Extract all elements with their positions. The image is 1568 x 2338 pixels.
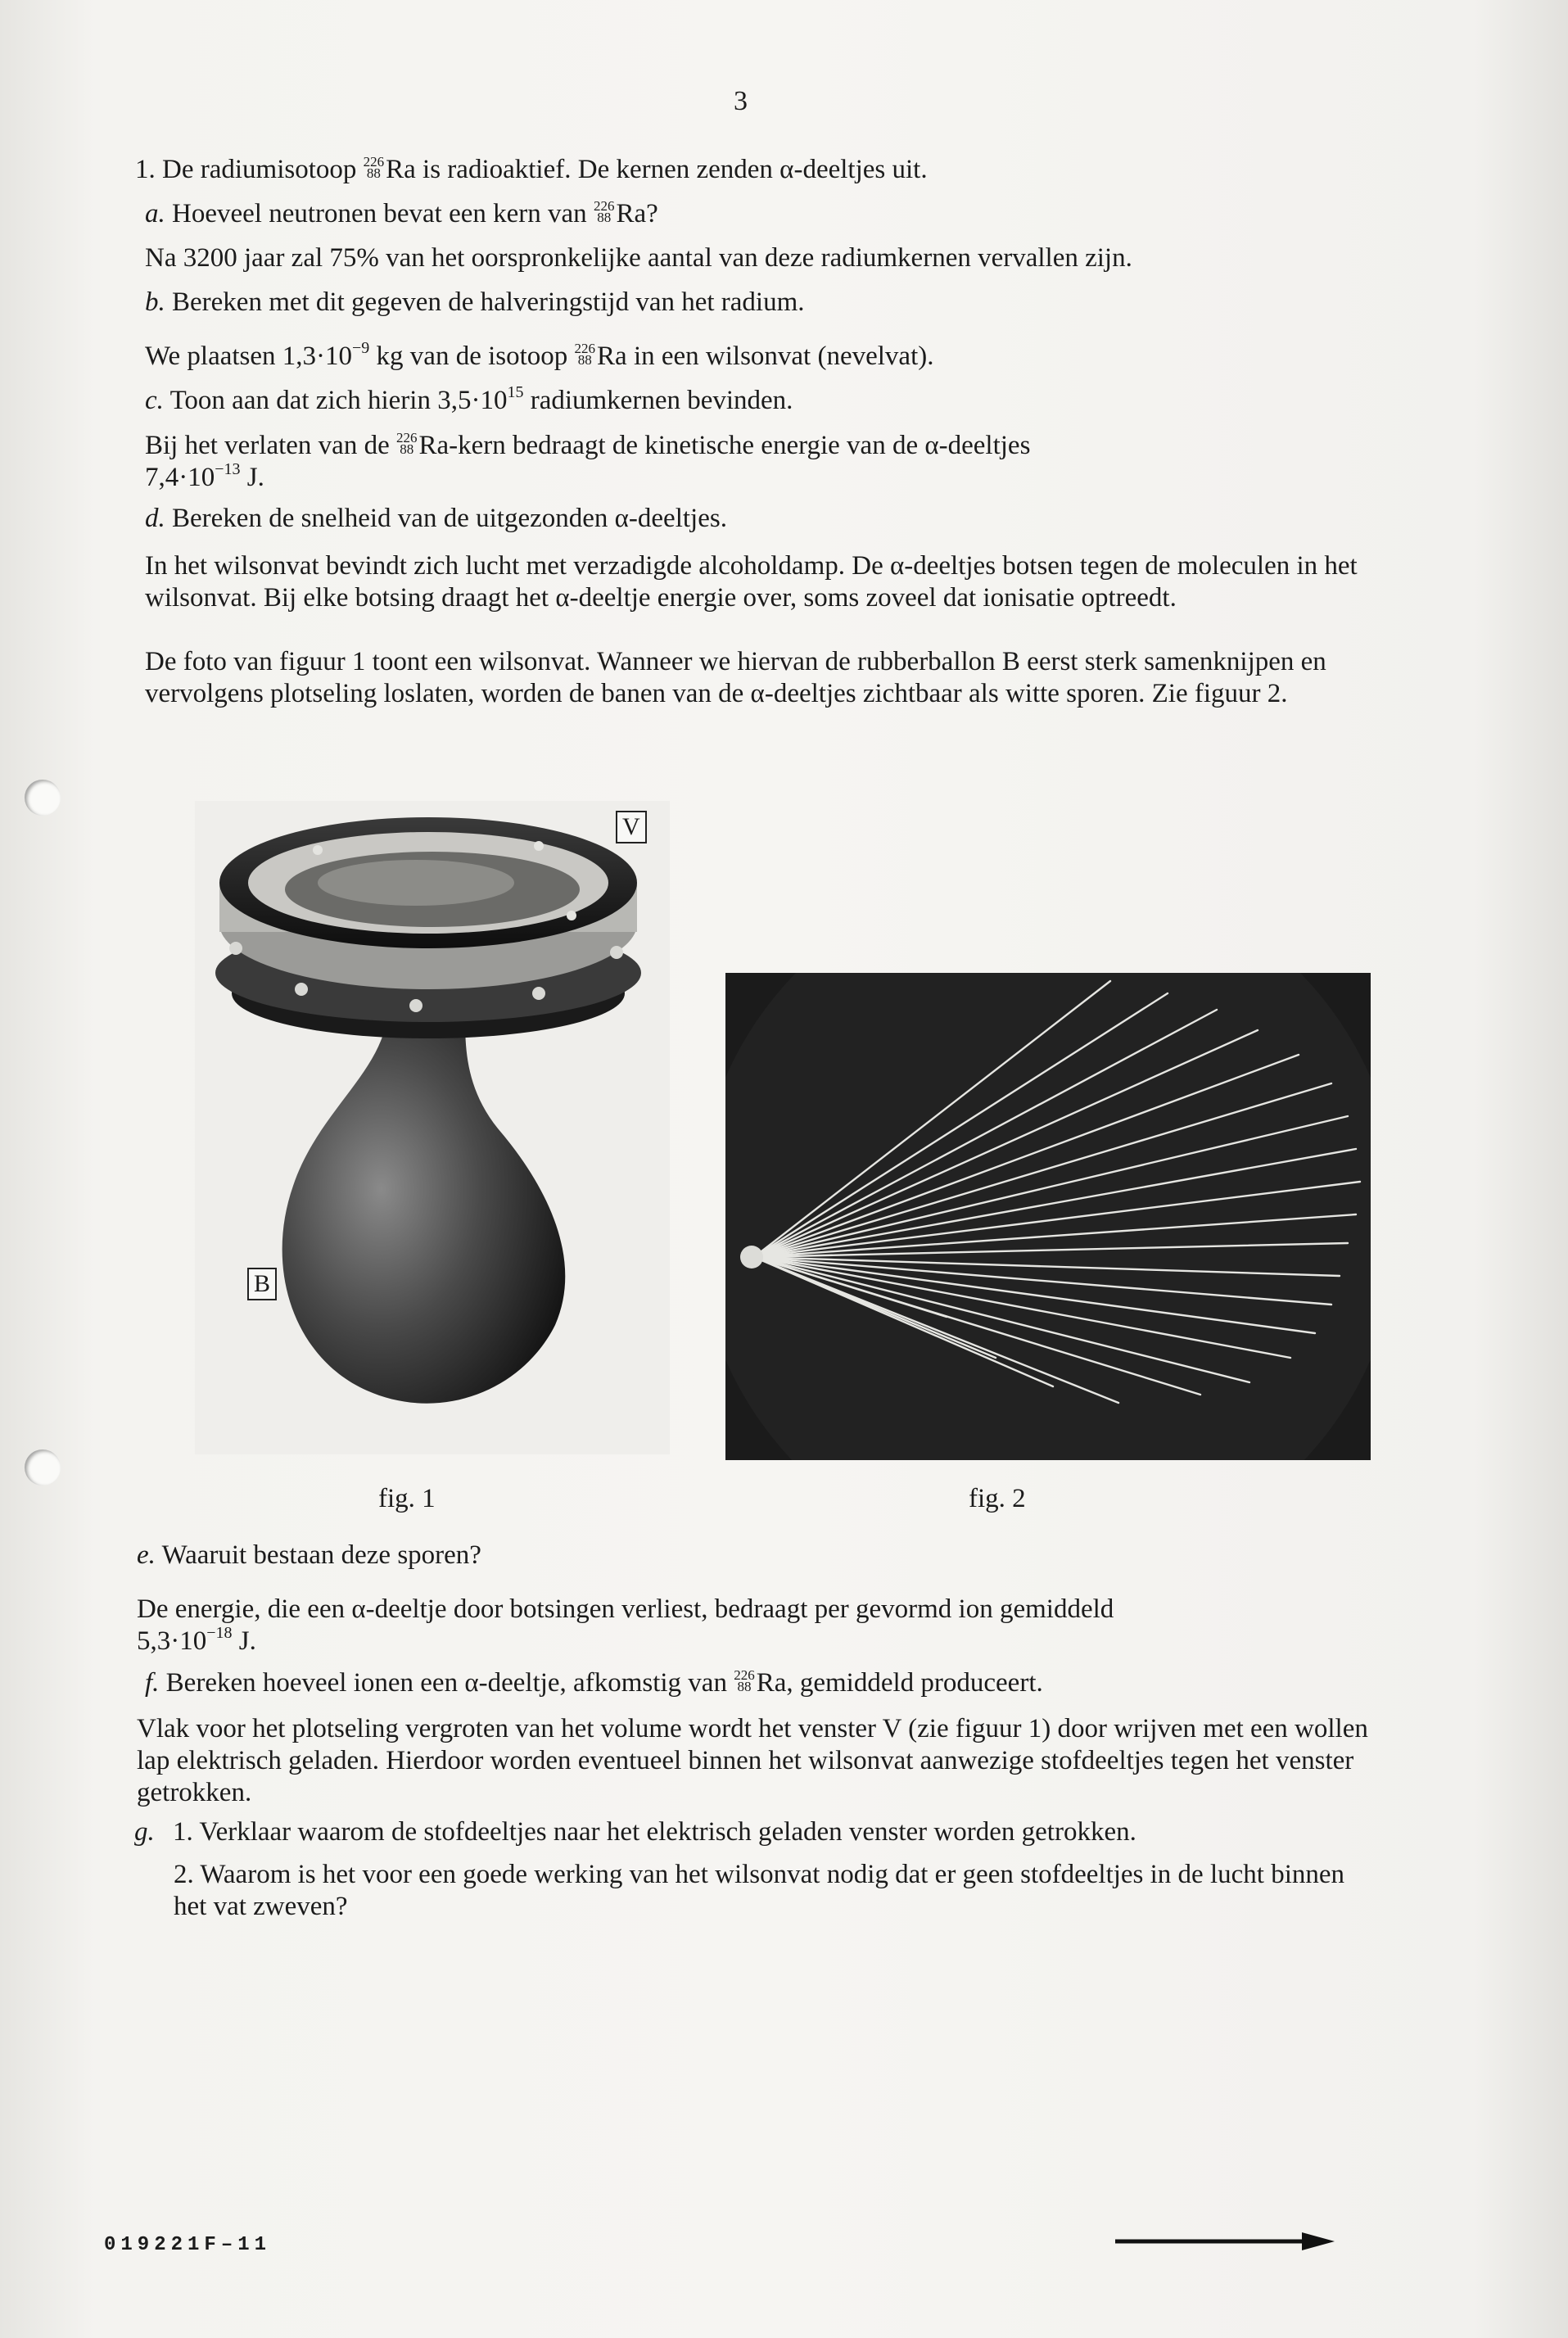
sub-label: a.: [145, 199, 165, 228]
balloon-label: B: [247, 1268, 277, 1300]
energy-info: Bij het verlaten van de 226 88 Ra-kern bedraagt de kinetische energie van de α-deeltjes $7,4\cdot 10^{-13}$ J.: [145, 430, 1031, 492]
figure-1-caption: fig. 1: [378, 1484, 436, 1513]
question-text: Hoeveel neutronen bevat een kern van: [172, 199, 594, 228]
question-b: [145, 287, 1390, 319]
intro-text-tail: Ra is radioaktief. De kernen zenden α-deeltjes uit.: [386, 155, 928, 184]
sub-label: f.: [145, 1668, 160, 1698]
punch-hole: [25, 1449, 61, 1486]
question-text: Waarom is het voor een goede werking van het wilsonvat nodig dat er geen stofdeeltjes in de lucht binnen het vat zweven?: [174, 1860, 1345, 1921]
mass-info: We plaatsen $1,3\cdot 10^{-9}$ kg van de isotoop 226 88 Ra in een wilsonvat (nevelvat).: [145, 339, 934, 371]
question-intro: [135, 154, 1380, 186]
footer-code: 019221F–11: [104, 2234, 272, 2256]
intro-text: De radiumisotoop: [162, 155, 364, 184]
figure-2-photo: [725, 973, 1371, 1460]
isotope-notation: 226 88: [574, 341, 596, 369]
question-text: Bereken de snelheid van de uitgezonden α-deeltjes.: [172, 504, 727, 533]
alpha-tracks-illustration: [725, 973, 1371, 1460]
sub-label: g.: [134, 1817, 155, 1847]
page-number: 3: [734, 86, 748, 116]
paragraph-foto: De foto van figuur 1 toont een wilsonvat. Wanneer we hiervan de rubberballon B eerst sterk samenknijpen en vervolgens plotseling loslaten, worden de banen van de α-deeltjes zichtbaar als witte sporen. Zie figuur 2.: [145, 647, 1326, 708]
question-f: f. Bereken hoeveel ionen een α-deeltje, afkomstig van 226 88 Ra, gemiddeld produceert.: [145, 1667, 1043, 1698]
window-label: V: [616, 811, 647, 843]
isotope-notation: 226 88: [593, 198, 615, 226]
sub-label: e.: [137, 1540, 156, 1570]
question-g1: g. 1. Verklaar waarom de stofdeeltjes naar het elektrisch geladen venster worden getrokken.: [134, 1817, 1136, 1847]
question-text: Bereken met dit gegeven de halveringstijd van het radium.: [172, 287, 805, 317]
right-arrow-icon: [1115, 2229, 1336, 2254]
punch-hole: [25, 780, 61, 816]
question-text: Verklaar waarom de stofdeeltjes naar het elektrisch geladen venster worden getrokken.: [199, 1817, 1136, 1847]
question-number: 1.: [135, 155, 156, 184]
figure-2-caption: fig. 2: [969, 1484, 1026, 1513]
sub-label: d.: [145, 504, 165, 533]
question-e: [137, 1540, 1381, 1571]
figure-1-photo: [195, 801, 670, 1454]
paragraph-wilson: In het wilsonvat bevindt zich lucht met verzadigde alcoholdamp. De α-deeltjes botsen tegen de moleculen in het wilsonvat. Bij elke botsing draagt het α-deeltje energie over, soms zoveel dat ionisatie optreedt.: [145, 551, 1358, 613]
cloud-chamber-illustration: [195, 801, 670, 1454]
sub-label: c.: [145, 386, 164, 415]
question-d: [145, 503, 1390, 535]
decay-info: Na 3200 jaar zal 75% van het oorspronkelijke aantal van deze radiumkernen vervallen zijn.: [145, 243, 1132, 273]
isotope-notation: 226 88: [734, 1667, 755, 1695]
ion-energy-info: De energie, die een α-deeltje door botsingen verliest, bedraagt per gevormd ion gemiddeld $5,3\cdot 10^{-18}$ J.: [137, 1594, 1114, 1656]
paragraph-venster: Vlak voor het plotseling vergroten van het volume wordt het venster V (zie figuur 1) door wrijven met een wollen lap elektrisch geladen. Hierdoor worden eventueel binnen het wilsonvat aanwezige stofdeeltjes tegen het venster getrokken.: [137, 1714, 1368, 1807]
isotope-notation: 226 88: [395, 430, 418, 458]
isotope-notation: 226 88: [363, 154, 385, 182]
question-a: [145, 198, 1390, 230]
question-c: c. Toon aan dat zich hierin $3,5\cdot 10^{15}$ radiumkernen bevinden.: [145, 383, 793, 415]
sub-label: b.: [145, 287, 165, 317]
question-text-tail: Ra?: [616, 199, 658, 228]
question-g2: 2. Waarom is het voor een goede werking van het wilsonvat nodig dat er geen stofdeeltjes in de lucht binnen het vat zweven?: [174, 1860, 1345, 1921]
question-text: Waaruit bestaan deze sporen?: [161, 1540, 481, 1570]
